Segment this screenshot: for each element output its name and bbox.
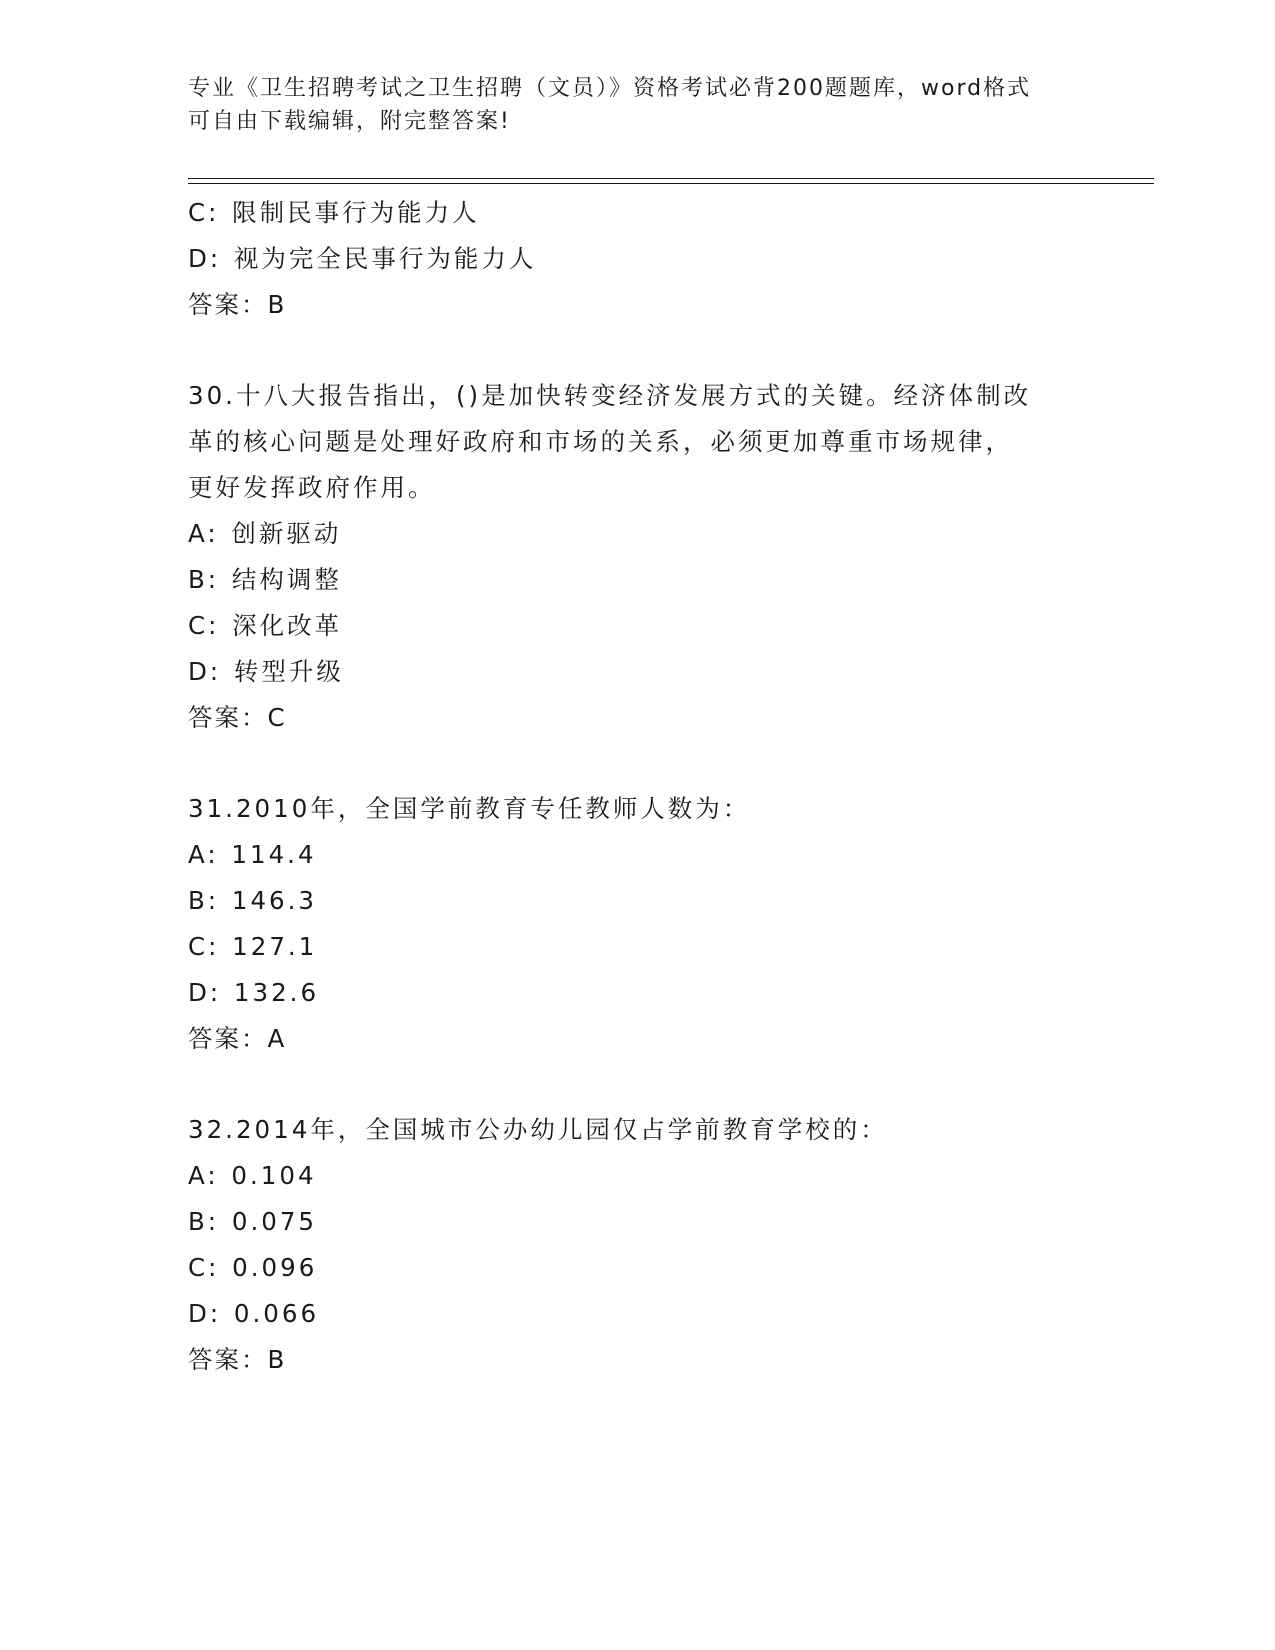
- question-stem-line: 30.十八大报告指出，()是加快转变经济发展方式的关键。经济体制改: [188, 381, 1032, 410]
- question-stem-line: 31.2010年，全国学前教育专任教师人数为：: [188, 794, 751, 823]
- option-c: C: 限制民事行为能力人: [188, 198, 480, 227]
- question-continued: [188, 190, 1088, 328]
- option-a: A: 创新驱动: [188, 519, 342, 548]
- question-stem-line: 革的核心问题是处理好政府和市场的关系，必须更加尊重市场规律，: [188, 427, 1013, 456]
- answer-line: 答案：B: [188, 290, 287, 319]
- question-list: [188, 190, 1088, 1383]
- header-title-line-1: 专业《卫生招聘考试之卫生招聘（文员）》资格考试必背200题题库，word格式: [188, 76, 1032, 101]
- document-header: [188, 72, 1088, 138]
- option-c: C: 127.1: [188, 932, 318, 961]
- option-c: C: 0.096: [188, 1253, 318, 1282]
- spacer: [188, 1062, 1088, 1107]
- option-c: C: 深化改革: [188, 611, 343, 640]
- answer-line: 答案：C: [188, 703, 287, 732]
- question-stem-line: 32.2014年，全国城市公办幼儿园仅占学前教育学校的：: [188, 1115, 888, 1144]
- header-divider-bottom: [188, 183, 1154, 184]
- option-a: A: 114.4: [188, 840, 317, 869]
- answer-line: 答案：A: [188, 1024, 287, 1053]
- question-30: [188, 373, 1088, 741]
- question-31: [188, 786, 1088, 1062]
- option-b: B: 146.3: [188, 886, 317, 915]
- option-d: D: 0.066: [188, 1299, 320, 1328]
- option-b: B: 结构调整: [188, 565, 342, 594]
- header-divider-top: [188, 178, 1154, 179]
- header-title-line-2: 可自由下载编辑，附完整答案!: [188, 109, 511, 134]
- spacer: [188, 328, 1088, 373]
- option-d: D: 132.6: [188, 978, 320, 1007]
- option-d: D: 视为完全民事行为能力人: [188, 244, 537, 273]
- spacer: [188, 741, 1088, 786]
- option-a: A: 0.104: [188, 1161, 317, 1190]
- question-stem-line: 更好发挥政府作用。: [188, 473, 436, 502]
- option-d: D: 转型升级: [188, 657, 344, 686]
- answer-line: 答案：B: [188, 1345, 287, 1374]
- question-32: [188, 1107, 1088, 1383]
- option-b: B: 0.075: [188, 1207, 317, 1236]
